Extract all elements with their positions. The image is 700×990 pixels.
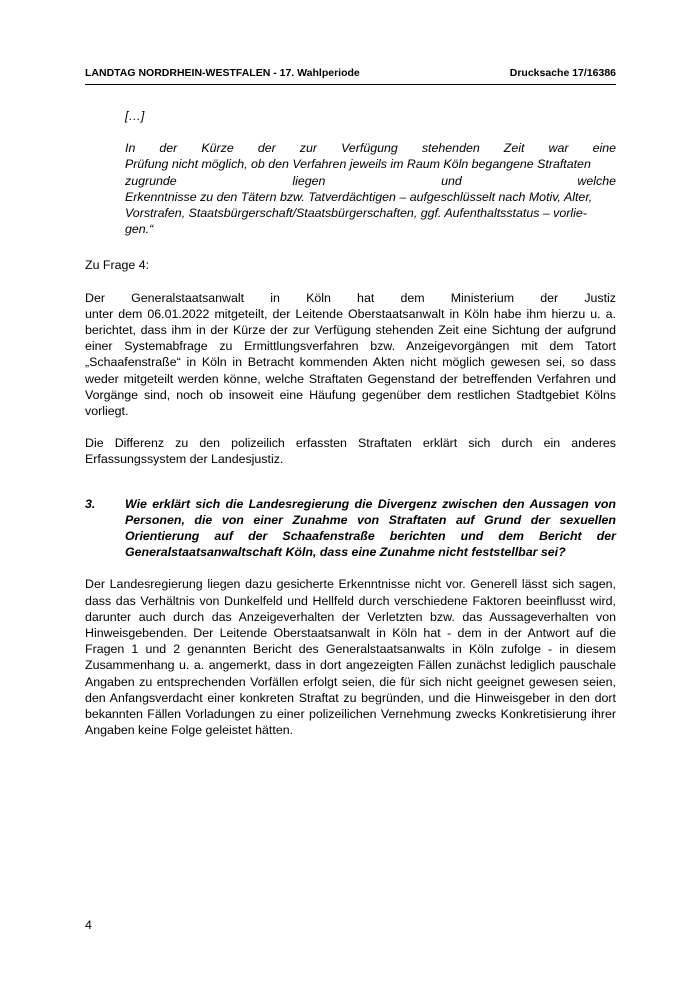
question-text: Wie erklärt sich die Landesregierung die Divergenz zwischen den Aussagen von Personen, die von einer Zunahme von Straftaten auf Grund der sexuellen Orientierung auf der Schaafenstraße berichten und dem Bericht der Generalstaatsanwaltschaft Köln, dass eine Zunahme nicht feststellbar sei? xyxy=(125,496,616,560)
header-title: LANDTAG NORDRHEIN-WESTFALEN - 17. Wahlperiode xyxy=(85,67,360,79)
answer-4-line-1: Der Generalstaatsanwalt in Köln hat dem Ministerium der Justiz xyxy=(85,290,616,305)
document-body xyxy=(85,108,616,739)
quote-line-5: Vorstrafen, Staatsbürgerschaft/Staatsbürgerschaften, ggf. Aufenthaltsstatus – vorlie- xyxy=(125,206,587,221)
question-3 xyxy=(85,496,616,561)
header-divider xyxy=(85,84,616,85)
quote-line-3: zugrunde liegen und welche xyxy=(125,173,616,188)
answer-heading: Zu Frage 4: xyxy=(85,258,150,273)
quote-line-6: gen.“ xyxy=(125,222,154,237)
answer-4-paragraph-2: Die Differenz zu den polizeilich erfassten Straftaten erklärt sich durch ein anderes Erfassungssystem der Landesjustiz. xyxy=(85,436,616,467)
question-number: 3. xyxy=(85,496,96,511)
answer-4-paragraph xyxy=(85,290,616,420)
quote-line-2: Prüfung nicht möglich, ob den Verfahren jeweils im Raum Köln begangene Straftaten xyxy=(125,157,591,172)
page-header xyxy=(85,67,616,79)
quote-line-4: Erkenntnisse zu den Tätern bzw. Tatverdächtigen – aufgeschlüsselt nach Motiv, Alter, xyxy=(125,189,593,204)
quote-line xyxy=(125,140,616,237)
document-number: Drucksache 17/16386 xyxy=(509,67,616,79)
quoted-block xyxy=(125,108,616,237)
answer-4-rest: unter dem 06.01.2022 mitgeteilt, der Leitende Oberstaatsanwalt in Köln habe ihm hierzu u. a. berichtet, dass ihm in der Kürze der zur Verfügung stehenden Zeit eine Sichtung der aufgrund einer Systemabfrage zu Ermittlungsverfahren bzw. Anzeigevorgängen mit dem Tatort „Schaafenstraße“ in Köln in Betracht kommenden Akten nicht möglich gewesen sei, so dass weder mitgeteilt werden könne, welche Straftaten Gegenstand der betreffenden Verfahren und Vorgänge sind, noch ob insoweit eine Häufung gegenüber dem restlichen Stadtgebiet Kölns vorliegt. xyxy=(85,306,616,419)
page-number: 4 xyxy=(85,918,92,932)
quote-line-1: In der Kürze der zur Verfügung stehenden Zeit war eine xyxy=(125,141,616,156)
quote-ellipsis: […] xyxy=(125,109,145,123)
answer-3-paragraph: Der Landesregierung liegen dazu gesicherte Erkenntnisse nicht vor. Generell lässt sich sagen, dass das Verhältnis von Dunkelfeld und Hellfeld durch verschiedene Faktoren beeinflusst wird, darunter auch durch das Anzeigeverhalten der Verletzten bzw. das Aussageverhalten von Hinweisgebenden. Der Leitende Oberstaatsanwalt in Köln hat - dem in der Antwort auf die Fragen 1 und 2 genannten Bericht des Generalstaatsanwalts in Köln zufolge - in diesem Zusammenhang u. a. angemerkt, dass in dort angezeigten Fällen zunächst lediglich pauschale Angaben zu entsprechenden Vorfällen erfolgt seien, die für sich nicht geeignet gewesen seien, den Anfangsverdacht einer konkreten Straftat zu begründen, und die Hinweisgeber in den dort bekannten Fällen Vorladungen zu einer polizeilichen Vernehmung zwecks Konkretisierung ihrer Angaben keine Folge geleistet hätten. xyxy=(85,577,616,738)
